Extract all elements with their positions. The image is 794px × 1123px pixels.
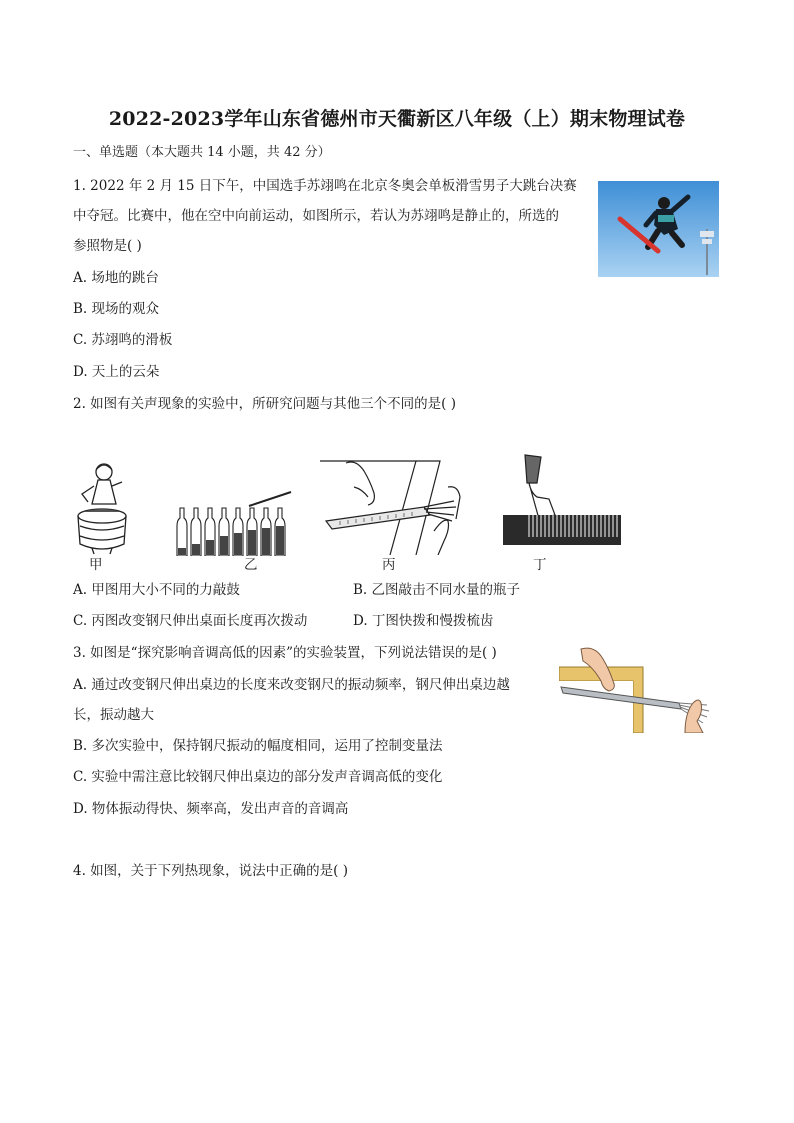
exam-title: 2022-2023学年山东省德州市天衢新区八年级（上）期末物理试卷 [108,108,686,130]
q1-option-d: D. 天上的云朵 [73,364,160,380]
snowboarder-photo [598,181,719,277]
q2-option-b: B. 乙图敲击不同水量的瓶子 [353,582,521,598]
q3-option-b: B. 多次实验中，保持钢尺振动的幅度相同，运用了控制变量法 [73,738,443,754]
q2-option-a: A. 甲图用大小不同的力敲鼓 [73,582,240,598]
q3-option-d: D. 物体振动得快、频率高，发出声音的音调高 [73,801,349,817]
section-heading: 一、单选题（本大题共 14 小题，共 42 分） [73,145,331,160]
q4-stem: 4. 如图，关于下列热现象，说法中正确的是( ) [73,863,348,879]
q3-option-a-line-2: 长，振动越大 [73,707,154,723]
q1-stem-line-2: 中夺冠。比赛中，他在空中向前运动，如图所示，若认为苏翊鸣是静止的，所选的 [73,208,559,224]
q1-option-a: A. 场地的跳台 [73,270,159,286]
bottles-figure [173,490,293,556]
caption-ding: 丁 [533,557,547,573]
q3-stem: 3. 如图是“探究影响音调高低的因素”的实验装置，下列说法错误的是( ) [73,645,497,661]
q1-option-c: C. 苏翊鸣的滑板 [73,332,173,348]
q1-stem-line-1: 1. 2022 年 2 月 15 日下午，中国选手苏翊鸣在北京冬奥会单板滑雪男子大跳台决赛 [73,178,577,194]
q2-option-d: D. 丁图快拨和慢拨梳齿 [353,613,494,629]
q2-option-c: C. 丙图改变钢尺伸出桌面长度再次拨动 [73,613,308,629]
q1-option-b: B. 现场的观众 [73,301,160,317]
caption-jia: 甲 [89,557,103,573]
q3-option-c: C. 实验中需注意比较钢尺伸出桌边的部分发声音调高低的变化 [73,769,443,785]
drum-figure [72,460,134,556]
q3-option-a-line-1: A. 通过改变钢尺伸出桌边的长度来改变钢尺的振动频率，钢尺伸出桌边越 [73,677,510,693]
ruler-pitch-figure [559,647,719,733]
q2-stem: 2. 如图有关声现象的实验中，所研究问题与其他三个不同的是( ) [73,396,456,412]
caption-bing: 丙 [382,557,396,573]
q1-stem-line-3: 参照物是( ) [73,238,142,254]
comb-figure [501,453,623,547]
caption-yi: 乙 [244,557,258,573]
ruler-table-figure [320,457,466,555]
